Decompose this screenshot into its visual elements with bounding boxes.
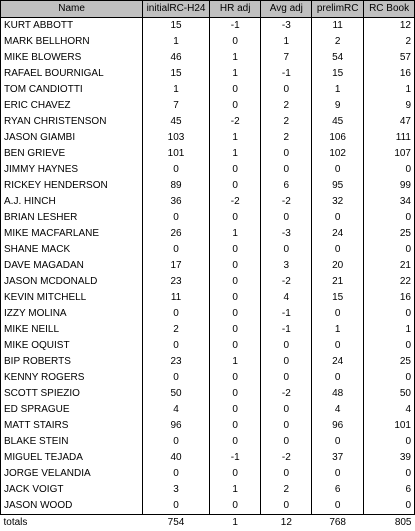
cell-name[interactable]: SHANE MACK	[1, 242, 143, 258]
cell-rc-book[interactable]: 4	[364, 402, 415, 418]
cell-initial-rc[interactable]: 46	[143, 50, 210, 66]
cell-initial-rc[interactable]: 0	[143, 162, 210, 178]
cell-name[interactable]: MIGUEL TEJADA	[1, 450, 143, 466]
cell-hr-adj[interactable]: 1	[209, 146, 261, 162]
cell-initial-rc[interactable]: 23	[143, 274, 210, 290]
cell-rc-book[interactable]: 99	[364, 178, 415, 194]
cell-name[interactable]: SCOTT SPIEZIO	[1, 386, 143, 402]
totals-row	[1, 515, 415, 531]
cell-prelim-rc[interactable]: 11	[312, 18, 364, 35]
table-row	[1, 370, 415, 386]
table-row	[1, 210, 415, 226]
cell-name[interactable]: JACK VOIGT	[1, 482, 143, 498]
cell-rc-book[interactable]: 0	[364, 498, 415, 515]
cell-prelim-rc[interactable]: 1	[312, 322, 364, 338]
cell-avg-adj[interactable]: 0	[261, 402, 312, 418]
cell-name[interactable]: MIKE MACFARLANE	[1, 226, 143, 242]
cell-avg-adj[interactable]: 1	[261, 34, 312, 50]
cell-hr-adj[interactable]: 1	[209, 66, 261, 82]
cell-name[interactable]: RAFAEL BOURNIGAL	[1, 66, 143, 82]
cell-name[interactable]: JIMMY HAYNES	[1, 162, 143, 178]
header-row	[1, 1, 415, 18]
cell-initial-rc[interactable]: 7	[143, 98, 210, 114]
cell-rc-book[interactable]: 0	[364, 306, 415, 322]
totals-label[interactable]: totals	[1, 515, 143, 531]
cell-prelim-rc[interactable]: 15	[312, 290, 364, 306]
cell-rc-book[interactable]: 0	[364, 210, 415, 226]
cell-name[interactable]: ED SPRAGUE	[1, 402, 143, 418]
cell-initial-rc[interactable]: 45	[143, 114, 210, 130]
cell-hr-adj[interactable]: 0	[209, 338, 261, 354]
cell-prelim-rc[interactable]: 15	[312, 66, 364, 82]
cell-rc-book[interactable]: 50	[364, 386, 415, 402]
cell-hr-adj[interactable]: 0	[209, 434, 261, 450]
cell-initial-rc[interactable]: 15	[143, 18, 210, 35]
cell-hr-adj[interactable]: 0	[209, 178, 261, 194]
totals-avg-adj[interactable]: 12	[261, 515, 312, 531]
cell-hr-adj[interactable]: 0	[209, 274, 261, 290]
cell-hr-adj[interactable]: 1	[209, 130, 261, 146]
cell-initial-rc[interactable]: 0	[143, 466, 210, 482]
cell-initial-rc[interactable]: 3	[143, 482, 210, 498]
cell-prelim-rc[interactable]: 32	[312, 194, 364, 210]
cell-rc-book[interactable]: 107	[364, 146, 415, 162]
cell-rc-book[interactable]: 16	[364, 290, 415, 306]
cell-hr-adj[interactable]: 1	[209, 354, 261, 370]
cell-avg-adj[interactable]: 3	[261, 258, 312, 274]
cell-prelim-rc[interactable]: 0	[312, 162, 364, 178]
cell-prelim-rc[interactable]: 95	[312, 178, 364, 194]
totals-rc-book[interactable]: 805	[364, 515, 415, 531]
cell-initial-rc[interactable]: 96	[143, 418, 210, 434]
cell-hr-adj[interactable]: 0	[209, 82, 261, 98]
cell-rc-book[interactable]: 16	[364, 66, 415, 82]
cell-name[interactable]: MARK BELLHORN	[1, 34, 143, 50]
cell-avg-adj[interactable]: 0	[261, 242, 312, 258]
cell-initial-rc[interactable]: 4	[143, 402, 210, 418]
table-row	[1, 434, 415, 450]
table-row	[1, 178, 415, 194]
cell-hr-adj[interactable]: 1	[209, 226, 261, 242]
cell-initial-rc[interactable]: 0	[143, 338, 210, 354]
cell-rc-book[interactable]: 9	[364, 98, 415, 114]
cell-prelim-rc[interactable]: 54	[312, 50, 364, 66]
table-row	[1, 66, 415, 82]
cell-prelim-rc[interactable]: 2	[312, 34, 364, 50]
cell-prelim-rc[interactable]: 24	[312, 226, 364, 242]
cell-hr-adj[interactable]: -1	[209, 450, 261, 466]
cell-hr-adj[interactable]: 0	[209, 322, 261, 338]
cell-avg-adj[interactable]: -2	[261, 386, 312, 402]
table-row	[1, 402, 415, 418]
cell-initial-rc[interactable]: 0	[143, 242, 210, 258]
header-hr-adj[interactable]: HR adj	[209, 1, 261, 18]
cell-prelim-rc[interactable]: 0	[312, 434, 364, 450]
cell-rc-book[interactable]: 1	[364, 82, 415, 98]
cell-avg-adj[interactable]: 4	[261, 290, 312, 306]
cell-name[interactable]: MIKE BLOWERS	[1, 50, 143, 66]
cell-rc-book[interactable]: 12	[364, 18, 415, 35]
cell-hr-adj[interactable]: 1	[209, 50, 261, 66]
cell-prelim-rc[interactable]: 4	[312, 402, 364, 418]
cell-name[interactable]: MATT STAIRS	[1, 418, 143, 434]
cell-prelim-rc[interactable]: 37	[312, 450, 364, 466]
cell-hr-adj[interactable]: 0	[209, 386, 261, 402]
cell-hr-adj[interactable]: 0	[209, 418, 261, 434]
cell-initial-rc[interactable]: 2	[143, 322, 210, 338]
cell-initial-rc[interactable]: 101	[143, 146, 210, 162]
cell-avg-adj[interactable]: 2	[261, 130, 312, 146]
table-row	[1, 50, 415, 66]
cell-initial-rc[interactable]: 103	[143, 130, 210, 146]
cell-name[interactable]: KURT ABBOTT	[1, 18, 143, 35]
cell-initial-rc[interactable]: 1	[143, 82, 210, 98]
cell-name[interactable]: IZZY MOLINA	[1, 306, 143, 322]
table-row	[1, 162, 415, 178]
table-row	[1, 114, 415, 130]
totals-hr-adj[interactable]: 1	[209, 515, 261, 531]
cell-prelim-rc[interactable]: 6	[312, 482, 364, 498]
cell-initial-rc[interactable]: 0	[143, 306, 210, 322]
cell-initial-rc[interactable]: 15	[143, 66, 210, 82]
table-row	[1, 130, 415, 146]
cell-hr-adj[interactable]: -2	[209, 114, 261, 130]
cell-name[interactable]: ERIC CHAVEZ	[1, 98, 143, 114]
cell-rc-book[interactable]: 47	[364, 114, 415, 130]
cell-rc-book[interactable]: 0	[364, 466, 415, 482]
cell-initial-rc[interactable]: 0	[143, 434, 210, 450]
cell-rc-book[interactable]: 0	[364, 242, 415, 258]
cell-avg-adj[interactable]: 0	[261, 466, 312, 482]
cell-prelim-rc[interactable]: 20	[312, 258, 364, 274]
cell-avg-adj[interactable]: 0	[261, 146, 312, 162]
cell-hr-adj[interactable]: 0	[209, 162, 261, 178]
cell-rc-book[interactable]: 101	[364, 418, 415, 434]
cell-initial-rc[interactable]: 0	[143, 498, 210, 515]
cell-rc-book[interactable]: 6	[364, 482, 415, 498]
cell-rc-book[interactable]: 0	[364, 338, 415, 354]
cell-name[interactable]: MIKE OQUIST	[1, 338, 143, 354]
cell-avg-adj[interactable]: -1	[261, 66, 312, 82]
cell-hr-adj[interactable]: 0	[209, 210, 261, 226]
table-footer	[1, 515, 415, 531]
cell-avg-adj[interactable]: -3	[261, 18, 312, 35]
cell-name[interactable]: A.J. HINCH	[1, 194, 143, 210]
cell-initial-rc[interactable]: 17	[143, 258, 210, 274]
cell-name[interactable]: JASON GIAMBI	[1, 130, 143, 146]
cell-prelim-rc[interactable]: 0	[312, 498, 364, 515]
table-header	[1, 1, 415, 18]
cell-hr-adj[interactable]: 0	[209, 498, 261, 515]
table-row	[1, 258, 415, 274]
table-row	[1, 386, 415, 402]
cell-initial-rc[interactable]: 40	[143, 450, 210, 466]
header-initial-rc[interactable]: initialRC-H24	[143, 1, 210, 18]
cell-initial-rc[interactable]: 36	[143, 194, 210, 210]
cell-avg-adj[interactable]: 0	[261, 418, 312, 434]
cell-name[interactable]: TOM CANDIOTTI	[1, 82, 143, 98]
cell-name[interactable]: BIP ROBERTS	[1, 354, 143, 370]
cell-hr-adj[interactable]: 0	[209, 98, 261, 114]
cell-avg-adj[interactable]: 0	[261, 498, 312, 515]
cell-rc-book[interactable]: 0	[364, 370, 415, 386]
cell-name[interactable]: RYAN CHRISTENSON	[1, 114, 143, 130]
cell-avg-adj[interactable]: -2	[261, 274, 312, 290]
cell-initial-rc[interactable]: 50	[143, 386, 210, 402]
table-row	[1, 274, 415, 290]
table-row	[1, 354, 415, 370]
cell-avg-adj[interactable]: -2	[261, 450, 312, 466]
table-row	[1, 498, 415, 515]
table-row	[1, 482, 415, 498]
cell-name[interactable]: MIKE NEILL	[1, 322, 143, 338]
cell-rc-book[interactable]: 25	[364, 354, 415, 370]
table-row	[1, 466, 415, 482]
table-row	[1, 322, 415, 338]
cell-name[interactable]: KENNY ROGERS	[1, 370, 143, 386]
table-body	[1, 18, 415, 515]
cell-name[interactable]: BRIAN LESHER	[1, 210, 143, 226]
cell-rc-book[interactable]: 0	[364, 434, 415, 450]
cell-avg-adj[interactable]: 0	[261, 82, 312, 98]
table-row	[1, 82, 415, 98]
cell-name[interactable]: JASON MCDONALD	[1, 274, 143, 290]
cell-hr-adj[interactable]: 0	[209, 466, 261, 482]
table-row	[1, 34, 415, 50]
cell-avg-adj[interactable]: 0	[261, 210, 312, 226]
cell-prelim-rc[interactable]: 0	[312, 466, 364, 482]
table-row	[1, 18, 415, 35]
cell-prelim-rc[interactable]: 21	[312, 274, 364, 290]
table-row	[1, 242, 415, 258]
cell-name[interactable]: RICKEY HENDERSON	[1, 178, 143, 194]
cell-hr-adj[interactable]: 0	[209, 306, 261, 322]
cell-avg-adj[interactable]: -3	[261, 226, 312, 242]
cell-prelim-rc[interactable]: 45	[312, 114, 364, 130]
cell-avg-adj[interactable]: -2	[261, 194, 312, 210]
cell-prelim-rc[interactable]: 0	[312, 370, 364, 386]
cell-avg-adj[interactable]: 0	[261, 354, 312, 370]
cell-avg-adj[interactable]: 2	[261, 114, 312, 130]
cell-hr-adj[interactable]: 0	[209, 258, 261, 274]
cell-avg-adj[interactable]: 0	[261, 162, 312, 178]
cell-avg-adj[interactable]: 6	[261, 178, 312, 194]
cell-initial-rc[interactable]: 0	[143, 370, 210, 386]
cell-avg-adj[interactable]: 0	[261, 434, 312, 450]
cell-prelim-rc[interactable]: 0	[312, 210, 364, 226]
cell-name[interactable]: KEVIN MITCHELL	[1, 290, 143, 306]
cell-prelim-rc[interactable]: 1	[312, 82, 364, 98]
cell-prelim-rc[interactable]: 0	[312, 338, 364, 354]
cell-rc-book[interactable]: 25	[364, 226, 415, 242]
cell-initial-rc[interactable]: 1	[143, 34, 210, 50]
cell-hr-adj[interactable]: 0	[209, 242, 261, 258]
cell-avg-adj[interactable]: -1	[261, 322, 312, 338]
cell-avg-adj[interactable]: 2	[261, 98, 312, 114]
header-prelim-rc[interactable]: prelimRC	[312, 1, 364, 18]
cell-initial-rc[interactable]: 11	[143, 290, 210, 306]
cell-prelim-rc[interactable]: 0	[312, 306, 364, 322]
cell-prelim-rc[interactable]: 0	[312, 242, 364, 258]
cell-initial-rc[interactable]: 0	[143, 210, 210, 226]
cell-rc-book[interactable]: 111	[364, 130, 415, 146]
cell-rc-book[interactable]: 57	[364, 50, 415, 66]
cell-rc-book[interactable]: 39	[364, 450, 415, 466]
cell-name[interactable]: BLAKE STEIN	[1, 434, 143, 450]
cell-avg-adj[interactable]: 0	[261, 370, 312, 386]
cell-prelim-rc[interactable]: 102	[312, 146, 364, 162]
cell-rc-book[interactable]: 22	[364, 274, 415, 290]
header-avg-adj[interactable]: Avg adj	[261, 1, 312, 18]
cell-hr-adj[interactable]: 1	[209, 482, 261, 498]
cell-name[interactable]: DAVE MAGADAN	[1, 258, 143, 274]
cell-initial-rc[interactable]: 26	[143, 226, 210, 242]
cell-name[interactable]: JORGE VELANDIA	[1, 466, 143, 482]
cell-avg-adj[interactable]: -1	[261, 306, 312, 322]
cell-prelim-rc[interactable]: 96	[312, 418, 364, 434]
table-row	[1, 338, 415, 354]
table-row	[1, 146, 415, 162]
cell-avg-adj[interactable]: 2	[261, 482, 312, 498]
table-row	[1, 194, 415, 210]
totals-prelim-rc[interactable]: 768	[312, 515, 364, 531]
cell-hr-adj[interactable]: -2	[209, 194, 261, 210]
cell-name[interactable]: BEN GRIEVE	[1, 146, 143, 162]
cell-rc-book[interactable]: 34	[364, 194, 415, 210]
cell-hr-adj[interactable]: 0	[209, 290, 261, 306]
table-row	[1, 290, 415, 306]
cell-hr-adj[interactable]: 0	[209, 34, 261, 50]
table-row	[1, 306, 415, 322]
cell-hr-adj[interactable]: 0	[209, 370, 261, 386]
totals-initial-rc[interactable]: 754	[143, 515, 210, 531]
cell-rc-book[interactable]: 21	[364, 258, 415, 274]
table-row	[1, 226, 415, 242]
cell-hr-adj[interactable]: -1	[209, 18, 261, 35]
cell-prelim-rc[interactable]: 48	[312, 386, 364, 402]
cell-prelim-rc[interactable]: 9	[312, 98, 364, 114]
cell-initial-rc[interactable]: 23	[143, 354, 210, 370]
header-name[interactable]: Name	[1, 1, 143, 18]
cell-prelim-rc[interactable]: 24	[312, 354, 364, 370]
cell-rc-book[interactable]: 1	[364, 322, 415, 338]
cell-name[interactable]: JASON WOOD	[1, 498, 143, 515]
cell-avg-adj[interactable]: 0	[261, 338, 312, 354]
cell-avg-adj[interactable]: 7	[261, 50, 312, 66]
cell-prelim-rc[interactable]: 106	[312, 130, 364, 146]
header-rc-book[interactable]: RC Book	[364, 1, 415, 18]
table-row	[1, 418, 415, 434]
cell-hr-adj[interactable]: 0	[209, 402, 261, 418]
cell-initial-rc[interactable]: 89	[143, 178, 210, 194]
table-row	[1, 450, 415, 466]
cell-rc-book[interactable]: 0	[364, 162, 415, 178]
cell-rc-book[interactable]: 2	[364, 34, 415, 50]
table-row	[1, 98, 415, 114]
